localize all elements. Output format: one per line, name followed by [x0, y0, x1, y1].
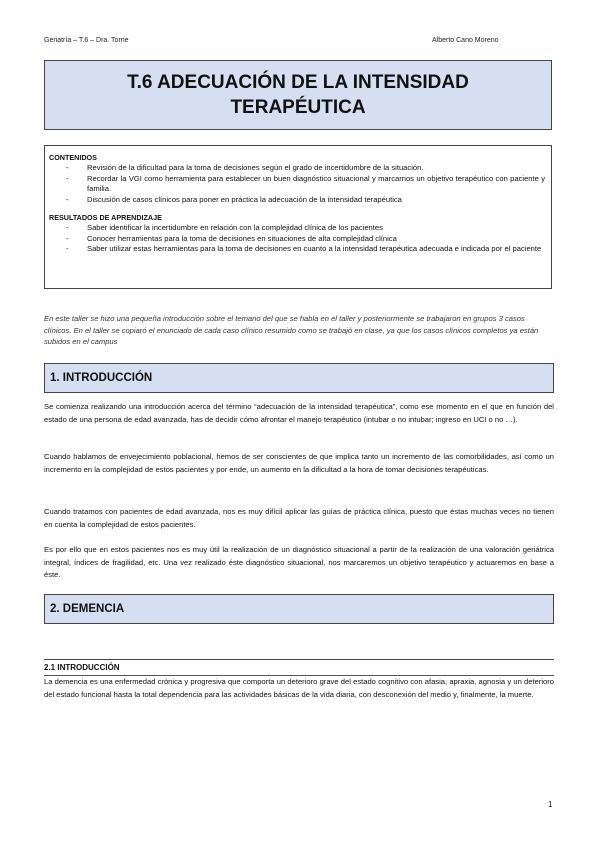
outcomes-item: - Saber identificar la incertidumbre en relación con la complejidad clínica de los pacientes	[49, 223, 545, 234]
section-heading-demencia: 2. DEMENCIA	[44, 594, 554, 624]
paragraph: Cuando tratamos con pacientes de edad avanzada, nos es muy difícil aplicar las guías de práctica clínica, puesto que éstas muchas veces no tienen en cuenta la complejidad de estos pacientes.	[44, 507, 554, 529]
intro-note: En este taller se hizo una pequeña introducción sobre el temario del que se habla en el taller y posteriormente se trabajaron en grupos 3 casos clínicos. En el taller se copiaró el enunciado de cada caso clínico resumido como se trabajó en clase, ya que los casos clínicos completos ya están subidos en el campus	[44, 314, 539, 346]
outcomes-heading: RESULTADOS DE APRENDIZAJE	[49, 213, 162, 222]
document-title-box	[44, 60, 552, 130]
contents-list	[49, 163, 545, 205]
paragraph: Cuando hablamos de envejecimiento poblacional, hemos de ser conscientes de que implica tanto un incremento de las comorbilidades, así como un incremento en la complejidad de estos pacientes y por ende, un aumento en la dificultad a la hora de tomar decisiones terapéuticas.	[44, 452, 554, 474]
paragraph: Es por ello que en estos pacientes nos es muy útil la realización de un diagnóstico situacional a partir de la realización de una valoración geriátrica integral, índices de fragilidad, etc. Una vez realizado éste diagnóstico situacional, nos marcaremos un objetivo terapéutico y actuaremos en base a éste.	[44, 545, 554, 579]
running-header-author: Alberto Cano Moreno	[432, 37, 499, 44]
running-header-course: Geriatría – T.6 – Dra. Torne	[44, 37, 129, 44]
paragraph: Se comienza realizando una introducción acerca del término “adecuación de la intensidad terapéutica”, como ese momento en el que en función del estado de una persona de edad avanzada, has de decidir cómo afrontar el manejo terapéutico (intubar o no intubar; ingreso en UCI o no …).	[44, 402, 554, 424]
outcomes-list	[49, 223, 545, 255]
contents-box	[44, 145, 552, 289]
contents-item: - Recordar la VGI como herramienta para establecer un buen diagnóstico situacional y marcarnos un objetivo terapéutico con paciente y familia.	[49, 174, 545, 195]
contents-item: - Revisión de la dificultad para la toma de decisiones según el grado de incertidumbre de la situación.	[49, 163, 545, 174]
document-title-line-2: TERAPÉUTICA	[230, 97, 366, 118]
outcomes-item: - Saber utilizar estas herramientas para la toma de decisiones en cuanto a la intensidad terapéutica adecuada e indicada por el paciente	[49, 244, 545, 255]
document-title-line-1: T.6 ADECUACIÓN DE LA INTENSIDAD	[127, 72, 469, 93]
section-heading-introduccion: 1. INTRODUCCIÓN	[44, 363, 554, 393]
contents-item: - Discusión de casos clínicos para poner en práctica la adecuación de la intensidad terapéutica	[49, 195, 545, 206]
outcomes-item: - Conocer herramientas para la toma de decisiones en situaciones de alta complejidad clínica	[49, 234, 545, 245]
subsection-heading: 2.1 INTRODUCCIÓN	[44, 659, 554, 676]
paragraph: La demencia es una enfermedad crónica y progresiva que comporta un deterioro grave del estado cognitivo con afasia, apraxia, agnosia y un deterioro del estado funcional hasta la total dependencia para las actividades básicas de la vida diaria, con desconexión del medio y, finalmente, la muerte.	[44, 677, 554, 699]
contents-heading: CONTENIDOS	[49, 153, 97, 162]
page-number: 1	[548, 800, 553, 809]
